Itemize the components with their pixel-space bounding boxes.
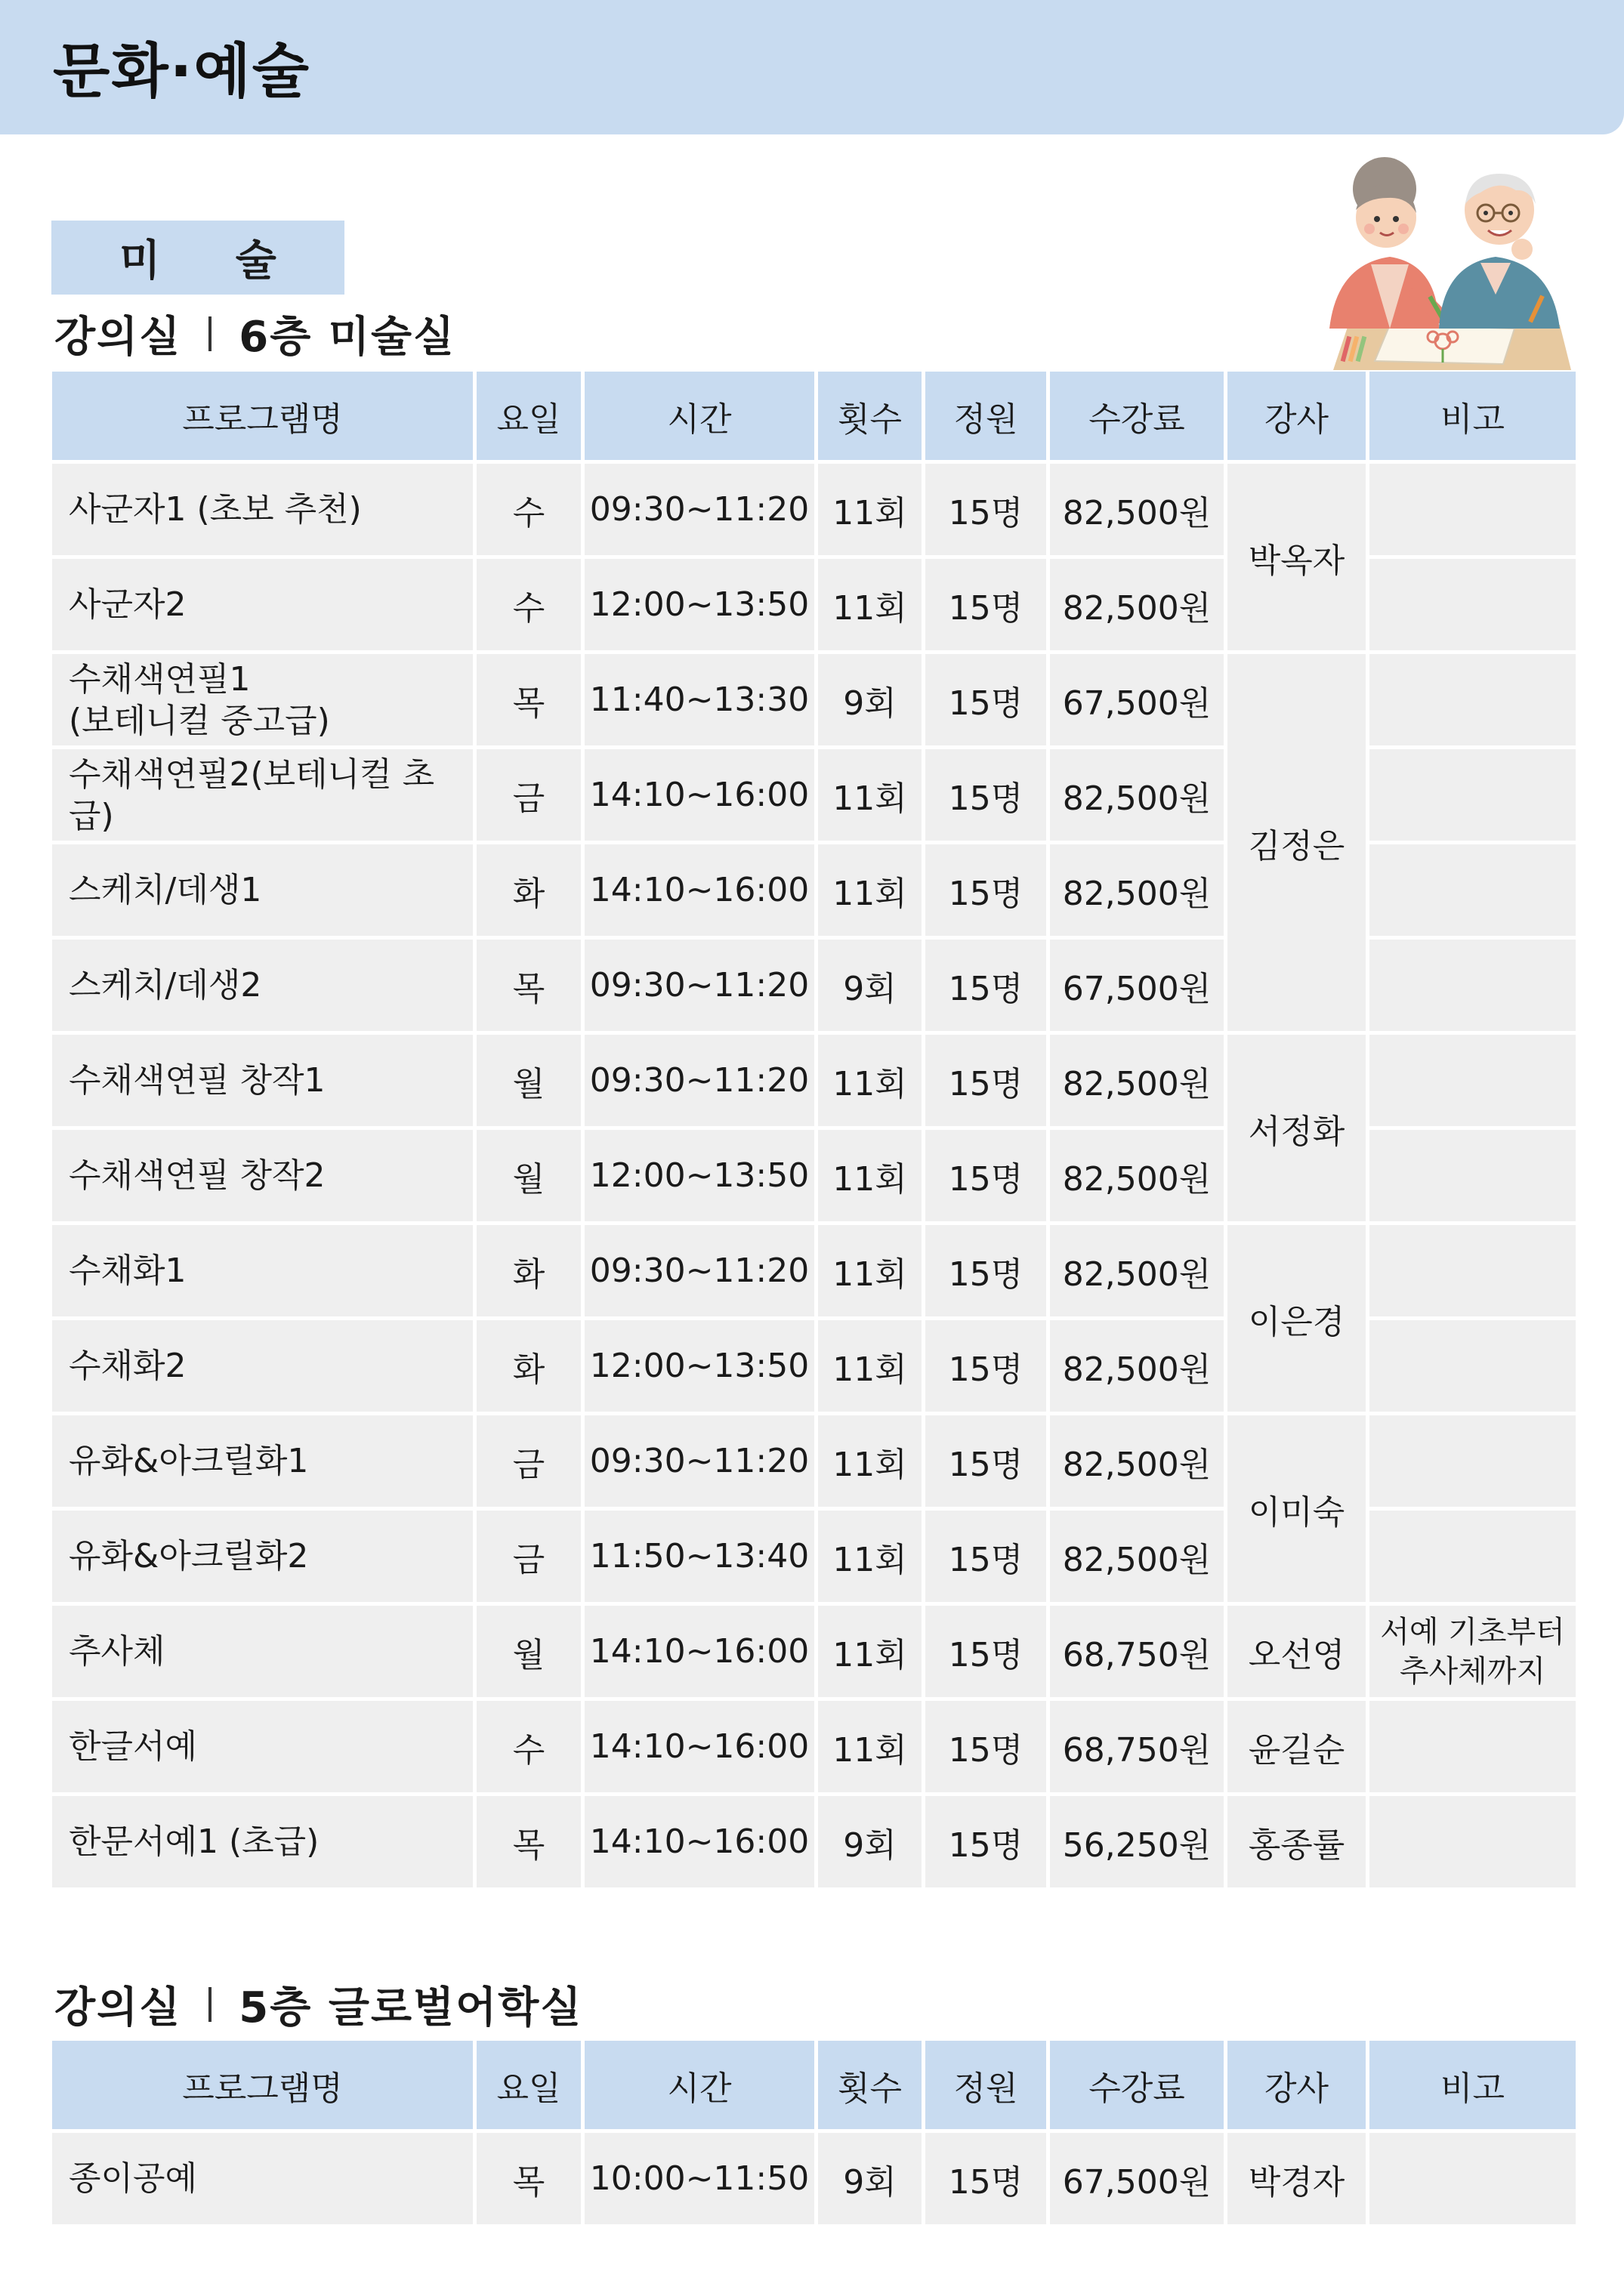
- sessions-cell: 9회: [818, 654, 922, 745]
- fee-cell: 82,500원: [1050, 1415, 1224, 1507]
- day-cell: 수: [477, 559, 581, 650]
- table-row: [52, 654, 1576, 745]
- time-cell: 10:00~11:50: [585, 2133, 814, 2224]
- elderly-couple-drawing-icon: [1318, 144, 1571, 370]
- note-cell: [1369, 1225, 1576, 1316]
- program-name-cell: 추사체: [52, 1606, 473, 1697]
- capacity-cell: 15명: [925, 1130, 1046, 1221]
- room-heading-6f: [54, 304, 455, 364]
- table-row: [52, 1415, 1576, 1507]
- note-cell: 서예 기초부터 추사체까지: [1369, 1606, 1576, 1697]
- column-header: 프로그램명: [52, 2041, 473, 2129]
- column-header: 비고: [1369, 372, 1576, 460]
- column-header: 수강료: [1050, 2041, 1224, 2129]
- capacity-cell: 15명: [925, 749, 1046, 841]
- program-name-cell: 사군자2: [52, 559, 473, 650]
- capacity-cell: 15명: [925, 1511, 1046, 1602]
- day-cell: 금: [477, 1415, 581, 1507]
- fee-cell: 82,500원: [1050, 1035, 1224, 1126]
- day-cell: 화: [477, 1225, 581, 1316]
- column-header: 요일: [477, 2041, 581, 2129]
- capacity-cell: 15명: [925, 1606, 1046, 1697]
- time-cell: 09:30~11:20: [585, 1035, 814, 1126]
- note-cell: [1369, 2133, 1576, 2224]
- page-title: 문화·예술: [53, 38, 311, 106]
- day-cell: 금: [477, 1511, 581, 1602]
- day-cell: 월: [477, 1035, 581, 1126]
- column-header: 수강료: [1050, 372, 1224, 460]
- time-cell: 14:10~16:00: [585, 1606, 814, 1697]
- note-cell: [1369, 654, 1576, 745]
- fee-cell: 82,500원: [1050, 559, 1224, 650]
- sessions-cell: 11회: [818, 749, 922, 841]
- sessions-cell: 9회: [818, 940, 922, 1031]
- instructor-cell: 이미숙: [1227, 1415, 1366, 1602]
- fee-cell: 82,500원: [1050, 1225, 1224, 1316]
- day-cell: 월: [477, 1130, 581, 1221]
- day-cell: 수: [477, 1701, 581, 1792]
- time-cell: 14:10~16:00: [585, 844, 814, 936]
- program-name-cell: 유화&아크릴화2: [52, 1511, 473, 1602]
- table-header-row: [52, 372, 1576, 460]
- note-cell: [1369, 1035, 1576, 1126]
- time-cell: 11:40~13:30: [585, 654, 814, 745]
- capacity-cell: 15명: [925, 1320, 1046, 1412]
- note-cell: [1369, 464, 1576, 555]
- sessions-cell: 11회: [818, 1511, 922, 1602]
- room-name: 5층 글로벌어학실: [239, 1983, 583, 2032]
- note-cell: [1369, 940, 1576, 1031]
- sessions-cell: 11회: [818, 1225, 922, 1316]
- column-header: 요일: [477, 372, 581, 460]
- capacity-cell: 15명: [925, 559, 1046, 650]
- note-cell: [1369, 1701, 1576, 1792]
- day-cell: 월: [477, 1606, 581, 1697]
- note-cell: [1369, 1415, 1576, 1507]
- program-name-cell: 한문서예1 (초급): [52, 1796, 473, 1887]
- table-row: [52, 1225, 1576, 1316]
- table-row: [52, 464, 1576, 555]
- time-cell: 14:10~16:00: [585, 1796, 814, 1887]
- table-row: [52, 2133, 1576, 2224]
- time-cell: 12:00~13:50: [585, 559, 814, 650]
- table-header-row: [52, 2041, 1576, 2129]
- fee-cell: 68,750원: [1050, 1701, 1224, 1792]
- note-cell: [1369, 749, 1576, 841]
- note-cell: [1369, 1130, 1576, 1221]
- instructor-cell: 윤길순: [1227, 1701, 1366, 1792]
- instructor-cell: 이은경: [1227, 1225, 1366, 1412]
- sessions-cell: 11회: [818, 844, 922, 936]
- program-name-cell: 수채화1: [52, 1225, 473, 1316]
- fee-cell: 82,500원: [1050, 1130, 1224, 1221]
- time-cell: 09:30~11:20: [585, 940, 814, 1031]
- fee-cell: 82,500원: [1050, 844, 1224, 936]
- program-name-cell: 종이공예: [52, 2133, 473, 2224]
- note-cell: [1369, 1796, 1576, 1887]
- column-header: 비고: [1369, 2041, 1576, 2129]
- time-cell: 12:00~13:50: [585, 1130, 814, 1221]
- room-label: 강의실: [54, 1983, 182, 2032]
- program-name-cell: 수채색연필 창작1: [52, 1035, 473, 1126]
- instructor-cell: 박경자: [1227, 2133, 1366, 2224]
- program-name-cell: 수채색연필2(보테니컬 초급): [52, 749, 473, 841]
- fee-cell: 82,500원: [1050, 464, 1224, 555]
- day-cell: 화: [477, 1320, 581, 1412]
- fee-cell: 67,500원: [1050, 2133, 1224, 2224]
- schedule-table-6f: [48, 368, 1579, 1891]
- capacity-cell: 15명: [925, 2133, 1046, 2224]
- sessions-cell: 11회: [818, 1606, 922, 1697]
- fee-cell: 56,250원: [1050, 1796, 1224, 1887]
- table-row: [52, 1606, 1576, 1697]
- capacity-cell: 15명: [925, 844, 1046, 936]
- capacity-cell: 15명: [925, 940, 1046, 1031]
- time-cell: 09:30~11:20: [585, 464, 814, 555]
- time-cell: 14:10~16:00: [585, 1701, 814, 1792]
- divider: [208, 316, 211, 351]
- column-header: 프로그램명: [52, 372, 473, 460]
- divider: [208, 1987, 211, 2022]
- instructor-cell: 서정화: [1227, 1035, 1366, 1221]
- day-cell: 목: [477, 2133, 581, 2224]
- day-cell: 목: [477, 1796, 581, 1887]
- day-cell: 화: [477, 844, 581, 936]
- category-tab: 미 술: [51, 221, 344, 295]
- sessions-cell: 11회: [818, 464, 922, 555]
- sessions-cell: 11회: [818, 1415, 922, 1507]
- sessions-cell: 11회: [818, 1320, 922, 1412]
- day-cell: 금: [477, 749, 581, 841]
- instructor-cell: 박옥자: [1227, 464, 1366, 650]
- program-name-cell: 스케치/데생1: [52, 844, 473, 936]
- program-name-cell: 스케치/데생2: [52, 940, 473, 1031]
- table-row: [52, 1701, 1576, 1792]
- program-name-cell: 수채색연필1 (보테니컬 중고급): [52, 654, 473, 745]
- column-header: 강사: [1227, 2041, 1366, 2129]
- time-cell: 11:50~13:40: [585, 1511, 814, 1602]
- note-cell: [1369, 1320, 1576, 1412]
- column-header: 횟수: [818, 372, 922, 460]
- capacity-cell: 15명: [925, 654, 1046, 745]
- capacity-cell: 15명: [925, 1796, 1046, 1887]
- sessions-cell: 11회: [818, 1035, 922, 1126]
- fee-cell: 82,500원: [1050, 1511, 1224, 1602]
- column-header: 강사: [1227, 372, 1366, 460]
- room-label: 강의실: [54, 313, 182, 362]
- time-cell: 12:00~13:50: [585, 1320, 814, 1412]
- sessions-cell: 11회: [818, 1130, 922, 1221]
- sessions-cell: 11회: [818, 559, 922, 650]
- time-cell: 09:30~11:20: [585, 1225, 814, 1316]
- capacity-cell: 15명: [925, 1035, 1046, 1126]
- instructor-cell: 오선영: [1227, 1606, 1366, 1697]
- day-cell: 수: [477, 464, 581, 555]
- day-cell: 목: [477, 654, 581, 745]
- fee-cell: 82,500원: [1050, 1320, 1224, 1412]
- capacity-cell: 15명: [925, 1701, 1046, 1792]
- program-name-cell: 수채색연필 창작2: [52, 1130, 473, 1221]
- capacity-cell: 15명: [925, 1415, 1046, 1507]
- room-heading-5f: [54, 1974, 582, 2035]
- sessions-cell: 9회: [818, 2133, 922, 2224]
- table-row: [52, 1035, 1576, 1126]
- note-cell: [1369, 1511, 1576, 1602]
- room-name: 6층 미술실: [239, 313, 456, 362]
- fee-cell: 67,500원: [1050, 940, 1224, 1031]
- program-name-cell: 한글서예: [52, 1701, 473, 1792]
- sessions-cell: 11회: [818, 1701, 922, 1792]
- column-header: 횟수: [818, 2041, 922, 2129]
- program-name-cell: 수채화2: [52, 1320, 473, 1412]
- schedule-table-5f: [48, 2037, 1579, 2228]
- fee-cell: 67,500원: [1050, 654, 1224, 745]
- program-name-cell: 유화&아크릴화1: [52, 1415, 473, 1507]
- column-header: 정원: [925, 372, 1046, 460]
- day-cell: 목: [477, 940, 581, 1031]
- note-cell: [1369, 844, 1576, 936]
- column-header: 시간: [585, 372, 814, 460]
- table-row: [52, 1796, 1576, 1887]
- column-header: 정원: [925, 2041, 1046, 2129]
- program-name-cell: 사군자1 (초보 추천): [52, 464, 473, 555]
- instructor-cell: 홍종률: [1227, 1796, 1366, 1887]
- capacity-cell: 15명: [925, 1225, 1046, 1316]
- capacity-cell: 15명: [925, 464, 1046, 555]
- time-cell: 09:30~11:20: [585, 1415, 814, 1507]
- time-cell: 14:10~16:00: [585, 749, 814, 841]
- fee-cell: 68,750원: [1050, 1606, 1224, 1697]
- fee-cell: 82,500원: [1050, 749, 1224, 841]
- note-cell: [1369, 559, 1576, 650]
- instructor-cell: 김정은: [1227, 654, 1366, 1031]
- column-header: 시간: [585, 2041, 814, 2129]
- sessions-cell: 9회: [818, 1796, 922, 1887]
